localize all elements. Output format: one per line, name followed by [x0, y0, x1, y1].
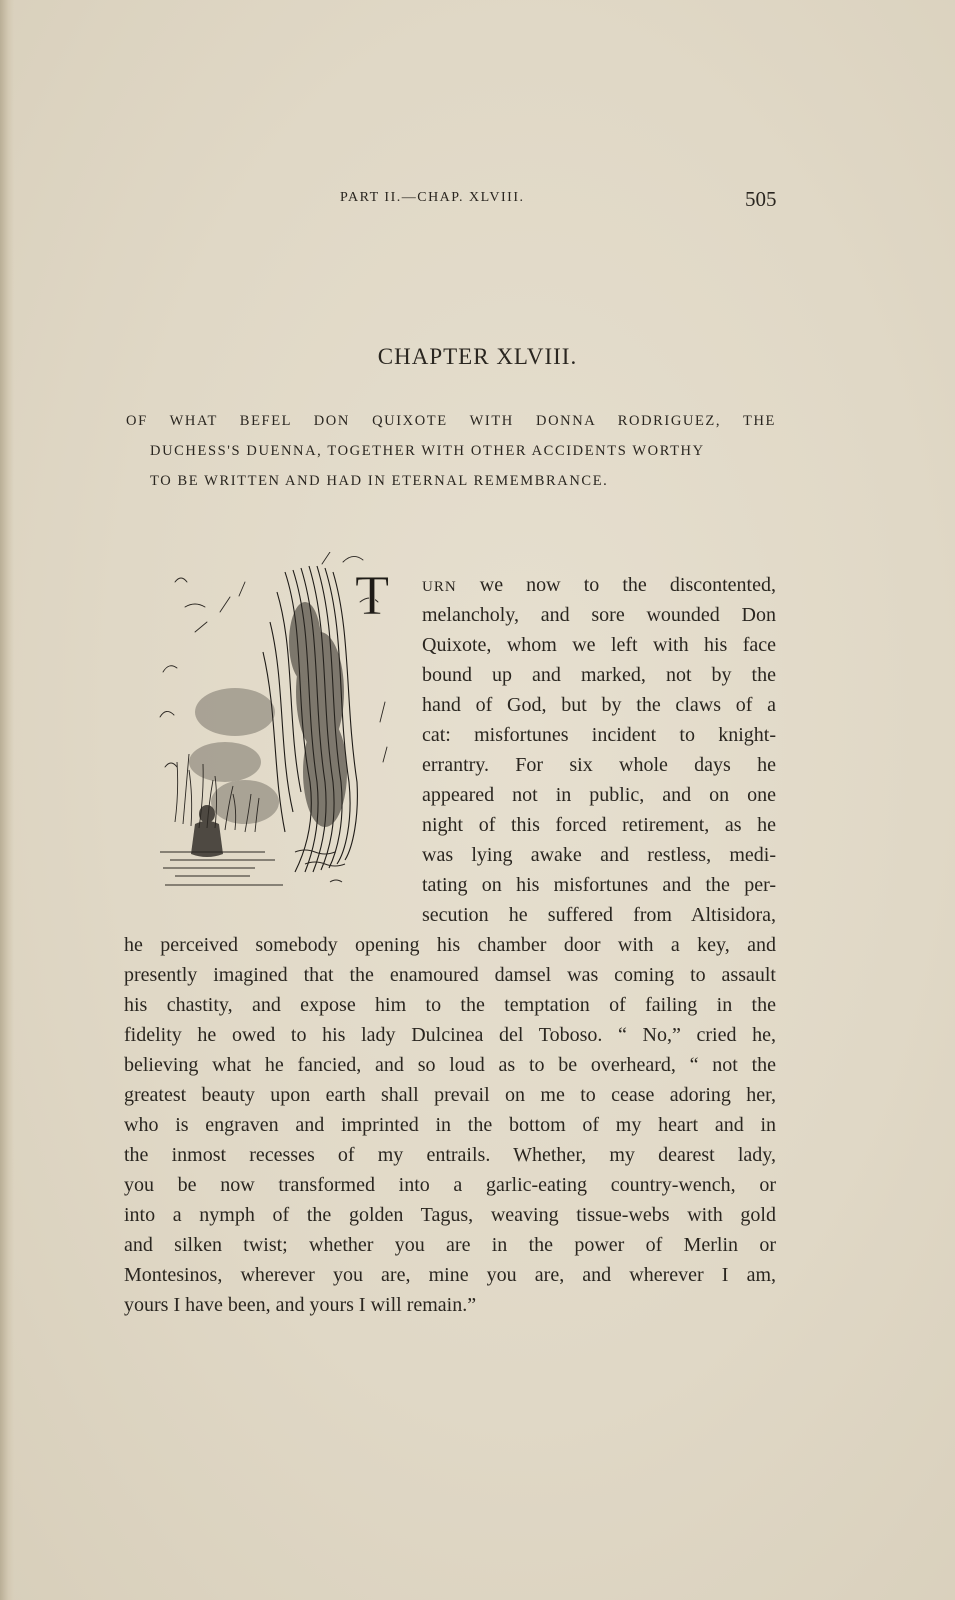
chapter-subtitle-line: TO BE WRITTEN AND HAD IN ETERNAL REMEMBRANCE.	[150, 473, 609, 489]
paragraph-line: believing what he fancied, and so loud as to be overheard, “ not the	[124, 1054, 776, 1076]
paragraph-line: and silken twist; whether you are in the power of Merlin or	[124, 1234, 776, 1256]
chapter-subtitle-line: DUCHESS'S DUENNA, TOGETHER WITH OTHER ACCIDENTS WORTHY	[150, 443, 705, 459]
paragraph-line: yours I have been, and yours I will remain.”	[124, 1294, 477, 1316]
paragraph-line: tating on his misfortunes and the per-	[422, 874, 776, 896]
paragraph-line: Quixote, whom we left with his face	[422, 634, 776, 656]
paragraph-line: into a nymph of the golden Tagus, weaving tissue-webs with gold	[124, 1204, 776, 1226]
paragraph-line: greatest beauty upon earth shall prevail on me to cease adoring her,	[124, 1084, 776, 1106]
paragraph-line: his chastity, and expose him to the temptation of failing in the	[124, 994, 776, 1016]
paragraph-line: melancholy, and sore wounded Don	[422, 604, 776, 626]
page-gutter-shadow	[0, 0, 14, 1600]
paragraph-line: hand of God, but by the claws of a	[422, 694, 776, 716]
page-number: 505	[745, 187, 777, 211]
paragraph-line: presently imagined that the enamoured damsel was coming to assault	[124, 964, 776, 986]
chapter-subtitle	[126, 406, 776, 496]
paragraph-line: errantry. For six whole days he	[422, 754, 776, 776]
paragraph-line: Montesinos, wherever you are, mine you are, and wherever I am,	[124, 1264, 776, 1286]
paragraph-line: appeared not in public, and on one	[422, 784, 776, 806]
chapter-title: CHAPTER XLVIII.	[377, 344, 578, 369]
running-head: PART II.—CHAP. XLVIII.	[340, 190, 525, 205]
drop-cap-letter: T	[355, 565, 390, 627]
paragraph-line: who is engraven and imprinted in the bottom of my heart and in	[124, 1114, 776, 1136]
paragraph-line: secution he suffered from Altisidora,	[422, 904, 776, 926]
chapter-subtitle-line: OF WHAT BEFEL DON QUIXOTE WITH DONNA RODRIGUEZ, THE	[126, 413, 776, 429]
paragraph-line-text: we now to the discontented,	[456, 574, 776, 596]
first-word-smallcaps: URN	[422, 579, 457, 595]
paragraph-line: was lying awake and restless, medi-	[422, 844, 776, 866]
chapter-body	[124, 570, 776, 1320]
paragraph-line: you be now transformed into a garlic-eating country-wench, or	[124, 1174, 776, 1196]
paragraph-line: fidelity he owed to his lady Dulcinea del Toboso. “ No,” cried he,	[124, 1024, 776, 1046]
paragraph-line: cat: misfortunes incident to knight-	[422, 724, 776, 746]
paragraph-line: the inmost recesses of my entrails. Whether, my dearest lady,	[124, 1144, 776, 1166]
paragraph-line: he perceived somebody opening his chamber door with a key, and	[124, 934, 776, 956]
paragraph-line	[422, 570, 776, 600]
paragraph-line: bound up and marked, not by the	[422, 664, 776, 686]
paragraph-line: night of this forced retirement, as he	[422, 814, 776, 836]
